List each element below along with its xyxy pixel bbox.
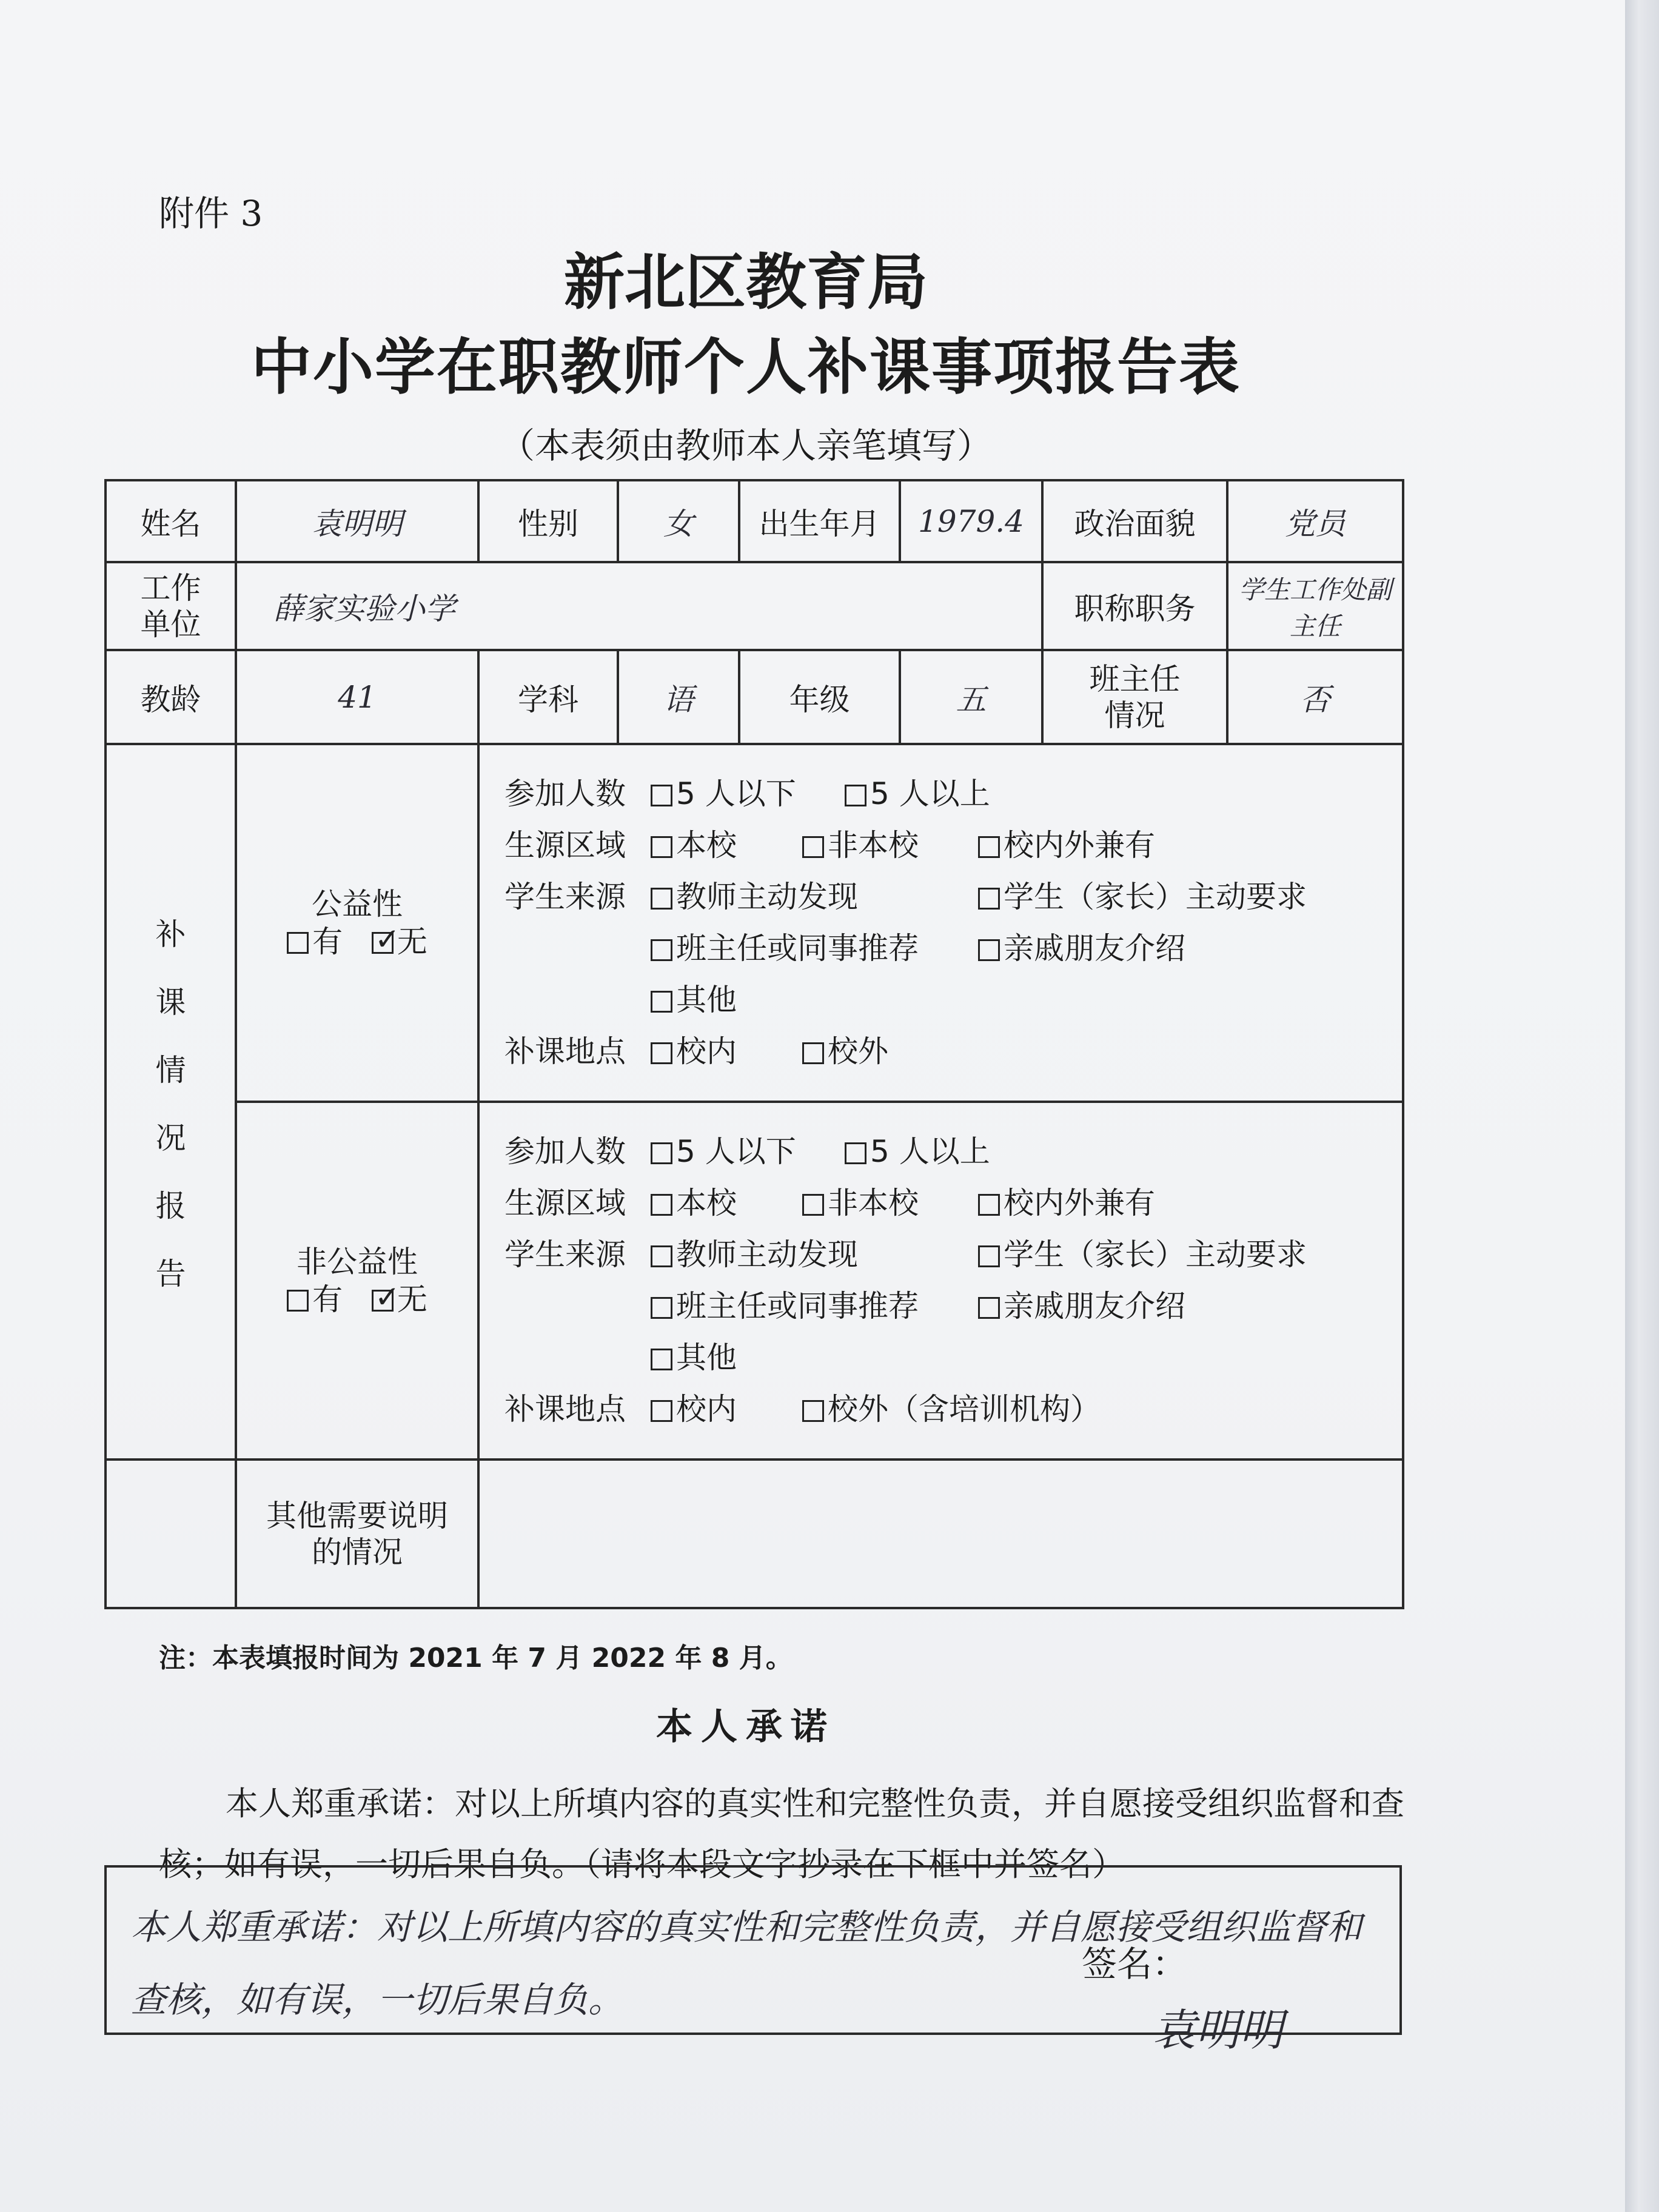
checkbox[interactable] — [978, 1194, 1000, 1216]
option-participants-below5[interactable] — [651, 768, 845, 820]
source-label: 学生来源 — [504, 1237, 626, 1272]
pledge-handwritten-copy: 本人郑重承诺：对以上所填内容的真实性和完整性负责，并自愿接受组织监督和查核，如有误，一切后果自负。 — [131, 1906, 1362, 2020]
teaching-years-value: 41 — [236, 650, 478, 744]
option-label: 班主任或同事推荐 — [676, 931, 919, 966]
checkbox[interactable] — [978, 836, 1000, 858]
location-label: 补课地点 — [504, 1392, 626, 1427]
report-char: 告 — [155, 1256, 186, 1292]
stacked-paper-edge — [1625, 0, 1659, 2212]
option-label: 5 人以下 — [676, 776, 796, 811]
political-label: 政治面貌 — [1042, 480, 1227, 562]
option-region-other[interactable] — [802, 820, 978, 871]
option-label: 学生（家长）主动要求 — [1004, 879, 1307, 914]
option-source-relative[interactable] — [978, 1281, 1185, 1332]
grade-label: 年级 — [739, 650, 900, 744]
option-label: 校内外兼有 — [1004, 1185, 1155, 1221]
option-label: 无 — [397, 923, 427, 959]
option-region-other[interactable] — [802, 1178, 978, 1229]
option-label: 校内 — [676, 1392, 737, 1427]
checkbox[interactable] — [845, 1142, 866, 1164]
report-char: 况 — [155, 1121, 186, 1156]
attachment-label: 附件 3 — [159, 193, 263, 234]
checkbox-checked[interactable] — [372, 932, 394, 954]
teaching-years-label: 教龄 — [106, 650, 236, 744]
checkbox[interactable] — [651, 1194, 672, 1216]
option-region-both[interactable] — [978, 820, 1155, 871]
report-char: 报 — [155, 1188, 186, 1224]
option-label: 亲戚朋友介绍 — [1004, 1289, 1185, 1324]
option-label: 5 人以上 — [870, 776, 990, 811]
checkbox[interactable] — [978, 1245, 1000, 1267]
headteacher-label: 班主任 情况 — [1042, 650, 1227, 744]
name-label: 姓名 — [106, 480, 236, 562]
non-public-yes[interactable] — [287, 1281, 343, 1318]
public-welfare-details — [478, 744, 1403, 1102]
checkbox[interactable] — [651, 1349, 672, 1370]
option-participants-above5[interactable] — [845, 768, 990, 820]
location-label: 补课地点 — [504, 1034, 626, 1069]
checkbox[interactable] — [802, 1194, 824, 1216]
option-label: 校外 — [828, 1034, 888, 1069]
option-label: 教师主动发现 — [676, 1237, 858, 1272]
option-label: 有 — [312, 1281, 343, 1317]
grade-value: 五 — [900, 650, 1042, 744]
option-label: 无 — [397, 1281, 427, 1317]
page-title-line1: 新北区教育局 — [564, 247, 928, 318]
checkbox[interactable] — [651, 785, 672, 806]
workplace-label: 工作 单位 — [106, 562, 236, 650]
option-label: 班主任或同事推荐 — [676, 1289, 919, 1324]
workplace-value: 薛家实验小学 — [236, 562, 1042, 650]
fill-period-note: 注：本表填报时间为 2021 年 7 月 2022 年 8 月。 — [159, 1643, 793, 1674]
participants-label: 参加人数 — [504, 776, 626, 811]
pledge-text: 本人郑重承诺：对以上所填内容的真实性和完整性负责，并自愿接受组织监督和查核；如有误，一切后果自负。（请将本段文字抄录在下框中并签名） — [159, 1785, 1404, 1883]
option-participants-above5[interactable] — [845, 1126, 990, 1178]
participants-label: 参加人数 — [504, 1134, 626, 1169]
checkbox[interactable] — [651, 991, 672, 1013]
title-role-value: 学生工作处副主任 — [1227, 562, 1403, 650]
non-public-details — [478, 1102, 1403, 1460]
option-label: 亲戚朋友介绍 — [1004, 931, 1185, 966]
headteacher-value: 否 — [1227, 650, 1403, 744]
report-char: 课 — [155, 985, 186, 1020]
checkbox[interactable] — [287, 932, 309, 954]
signature: 袁明明 — [1152, 2005, 1284, 2056]
option-location-outside[interactable] — [802, 1026, 888, 1078]
non-public-title: 非公益性 — [297, 1244, 418, 1279]
pledge-title: 本人承诺 — [656, 1706, 836, 1748]
source-label: 学生来源 — [504, 879, 626, 914]
checkbox[interactable] — [802, 1042, 824, 1064]
report-form-table — [104, 479, 1404, 1609]
option-participants-below5[interactable] — [651, 1126, 845, 1178]
option-label: 非本校 — [828, 1185, 919, 1221]
option-location-inside[interactable] — [651, 1384, 802, 1435]
option-source-parent[interactable] — [978, 871, 1307, 923]
option-source-parent[interactable] — [978, 1229, 1307, 1281]
checkbox[interactable] — [651, 1297, 672, 1319]
option-region-own[interactable] — [651, 820, 802, 871]
non-public-no[interactable] — [372, 1281, 427, 1318]
option-location-inside[interactable] — [651, 1026, 802, 1078]
subject-value: 语 — [618, 650, 739, 744]
public-welfare-no[interactable] — [372, 923, 427, 960]
checkbox[interactable] — [651, 939, 672, 961]
public-welfare-yes[interactable] — [287, 923, 343, 960]
report-char: 补 — [155, 917, 186, 952]
option-label: 5 人以上 — [870, 1134, 990, 1169]
option-label: 其他 — [676, 982, 737, 1017]
region-label: 生源区域 — [504, 828, 626, 863]
option-label: 教师主动发现 — [676, 879, 858, 914]
non-public-cell — [236, 1102, 478, 1460]
other-notes-label: 其他需要说明 的情况 — [236, 1460, 478, 1608]
signature-label: 签名： — [1082, 1943, 1188, 1985]
checkbox[interactable] — [978, 888, 1000, 910]
option-source-teacher[interactable] — [651, 1229, 978, 1281]
option-source-other[interactable] — [651, 1332, 737, 1384]
option-label: 其他 — [676, 1340, 737, 1375]
page-subtitle: （本表须由教师本人亲笔填写） — [499, 425, 992, 466]
checkbox[interactable] — [978, 939, 1000, 961]
checkbox-checked[interactable] — [372, 1290, 394, 1312]
checkbox[interactable] — [978, 1297, 1000, 1319]
name-value: 袁明明 — [236, 480, 478, 562]
subject-label: 学科 — [478, 650, 618, 744]
option-region-both[interactable] — [978, 1178, 1155, 1229]
checkbox[interactable] — [651, 1042, 672, 1064]
option-source-relative[interactable] — [978, 923, 1185, 974]
birth-value: 1979.4 — [900, 480, 1042, 562]
checkbox[interactable] — [802, 1400, 824, 1422]
birth-label: 出生年月 — [739, 480, 900, 562]
option-region-own[interactable] — [651, 1178, 802, 1229]
option-source-teacher[interactable] — [651, 871, 978, 923]
option-label: 校内 — [676, 1034, 737, 1069]
option-location-outside[interactable] — [802, 1384, 1101, 1435]
option-label: 5 人以下 — [676, 1134, 796, 1169]
option-label: 有 — [312, 923, 343, 959]
option-label: 非本校 — [828, 828, 919, 863]
option-source-colleague[interactable] — [651, 923, 978, 974]
report-char: 情 — [155, 1053, 186, 1088]
checkbox[interactable] — [845, 785, 866, 806]
option-source-colleague[interactable] — [651, 1281, 978, 1332]
option-label: 学生（家长）主动要求 — [1004, 1237, 1307, 1272]
checkbox[interactable] — [651, 836, 672, 858]
option-label: 本校 — [676, 1185, 737, 1221]
option-label: 本校 — [676, 828, 737, 863]
checkbox[interactable] — [651, 1142, 672, 1164]
report-section-label — [106, 744, 236, 1460]
region-label: 生源区域 — [504, 1185, 626, 1221]
gender-label: 性别 — [478, 480, 618, 562]
page-title-line2: 中小学在职教师个人补课事项报告表 — [251, 332, 1241, 403]
checkbox[interactable] — [287, 1290, 309, 1312]
other-notes-field[interactable] — [478, 1460, 1403, 1608]
option-source-other[interactable] — [651, 974, 737, 1026]
option-label: 校外（含培训机构） — [828, 1392, 1101, 1427]
checkbox[interactable] — [651, 1400, 672, 1422]
gender-value: 女 — [618, 480, 739, 562]
checkbox[interactable] — [651, 888, 672, 910]
option-label: 校内外兼有 — [1004, 828, 1155, 863]
checkbox[interactable] — [651, 1245, 672, 1267]
public-welfare-title: 公益性 — [312, 886, 403, 922]
public-welfare-cell — [236, 744, 478, 1102]
checkbox[interactable] — [802, 836, 824, 858]
political-value: 党员 — [1227, 480, 1403, 562]
title-role-label: 职称职务 — [1042, 562, 1227, 650]
